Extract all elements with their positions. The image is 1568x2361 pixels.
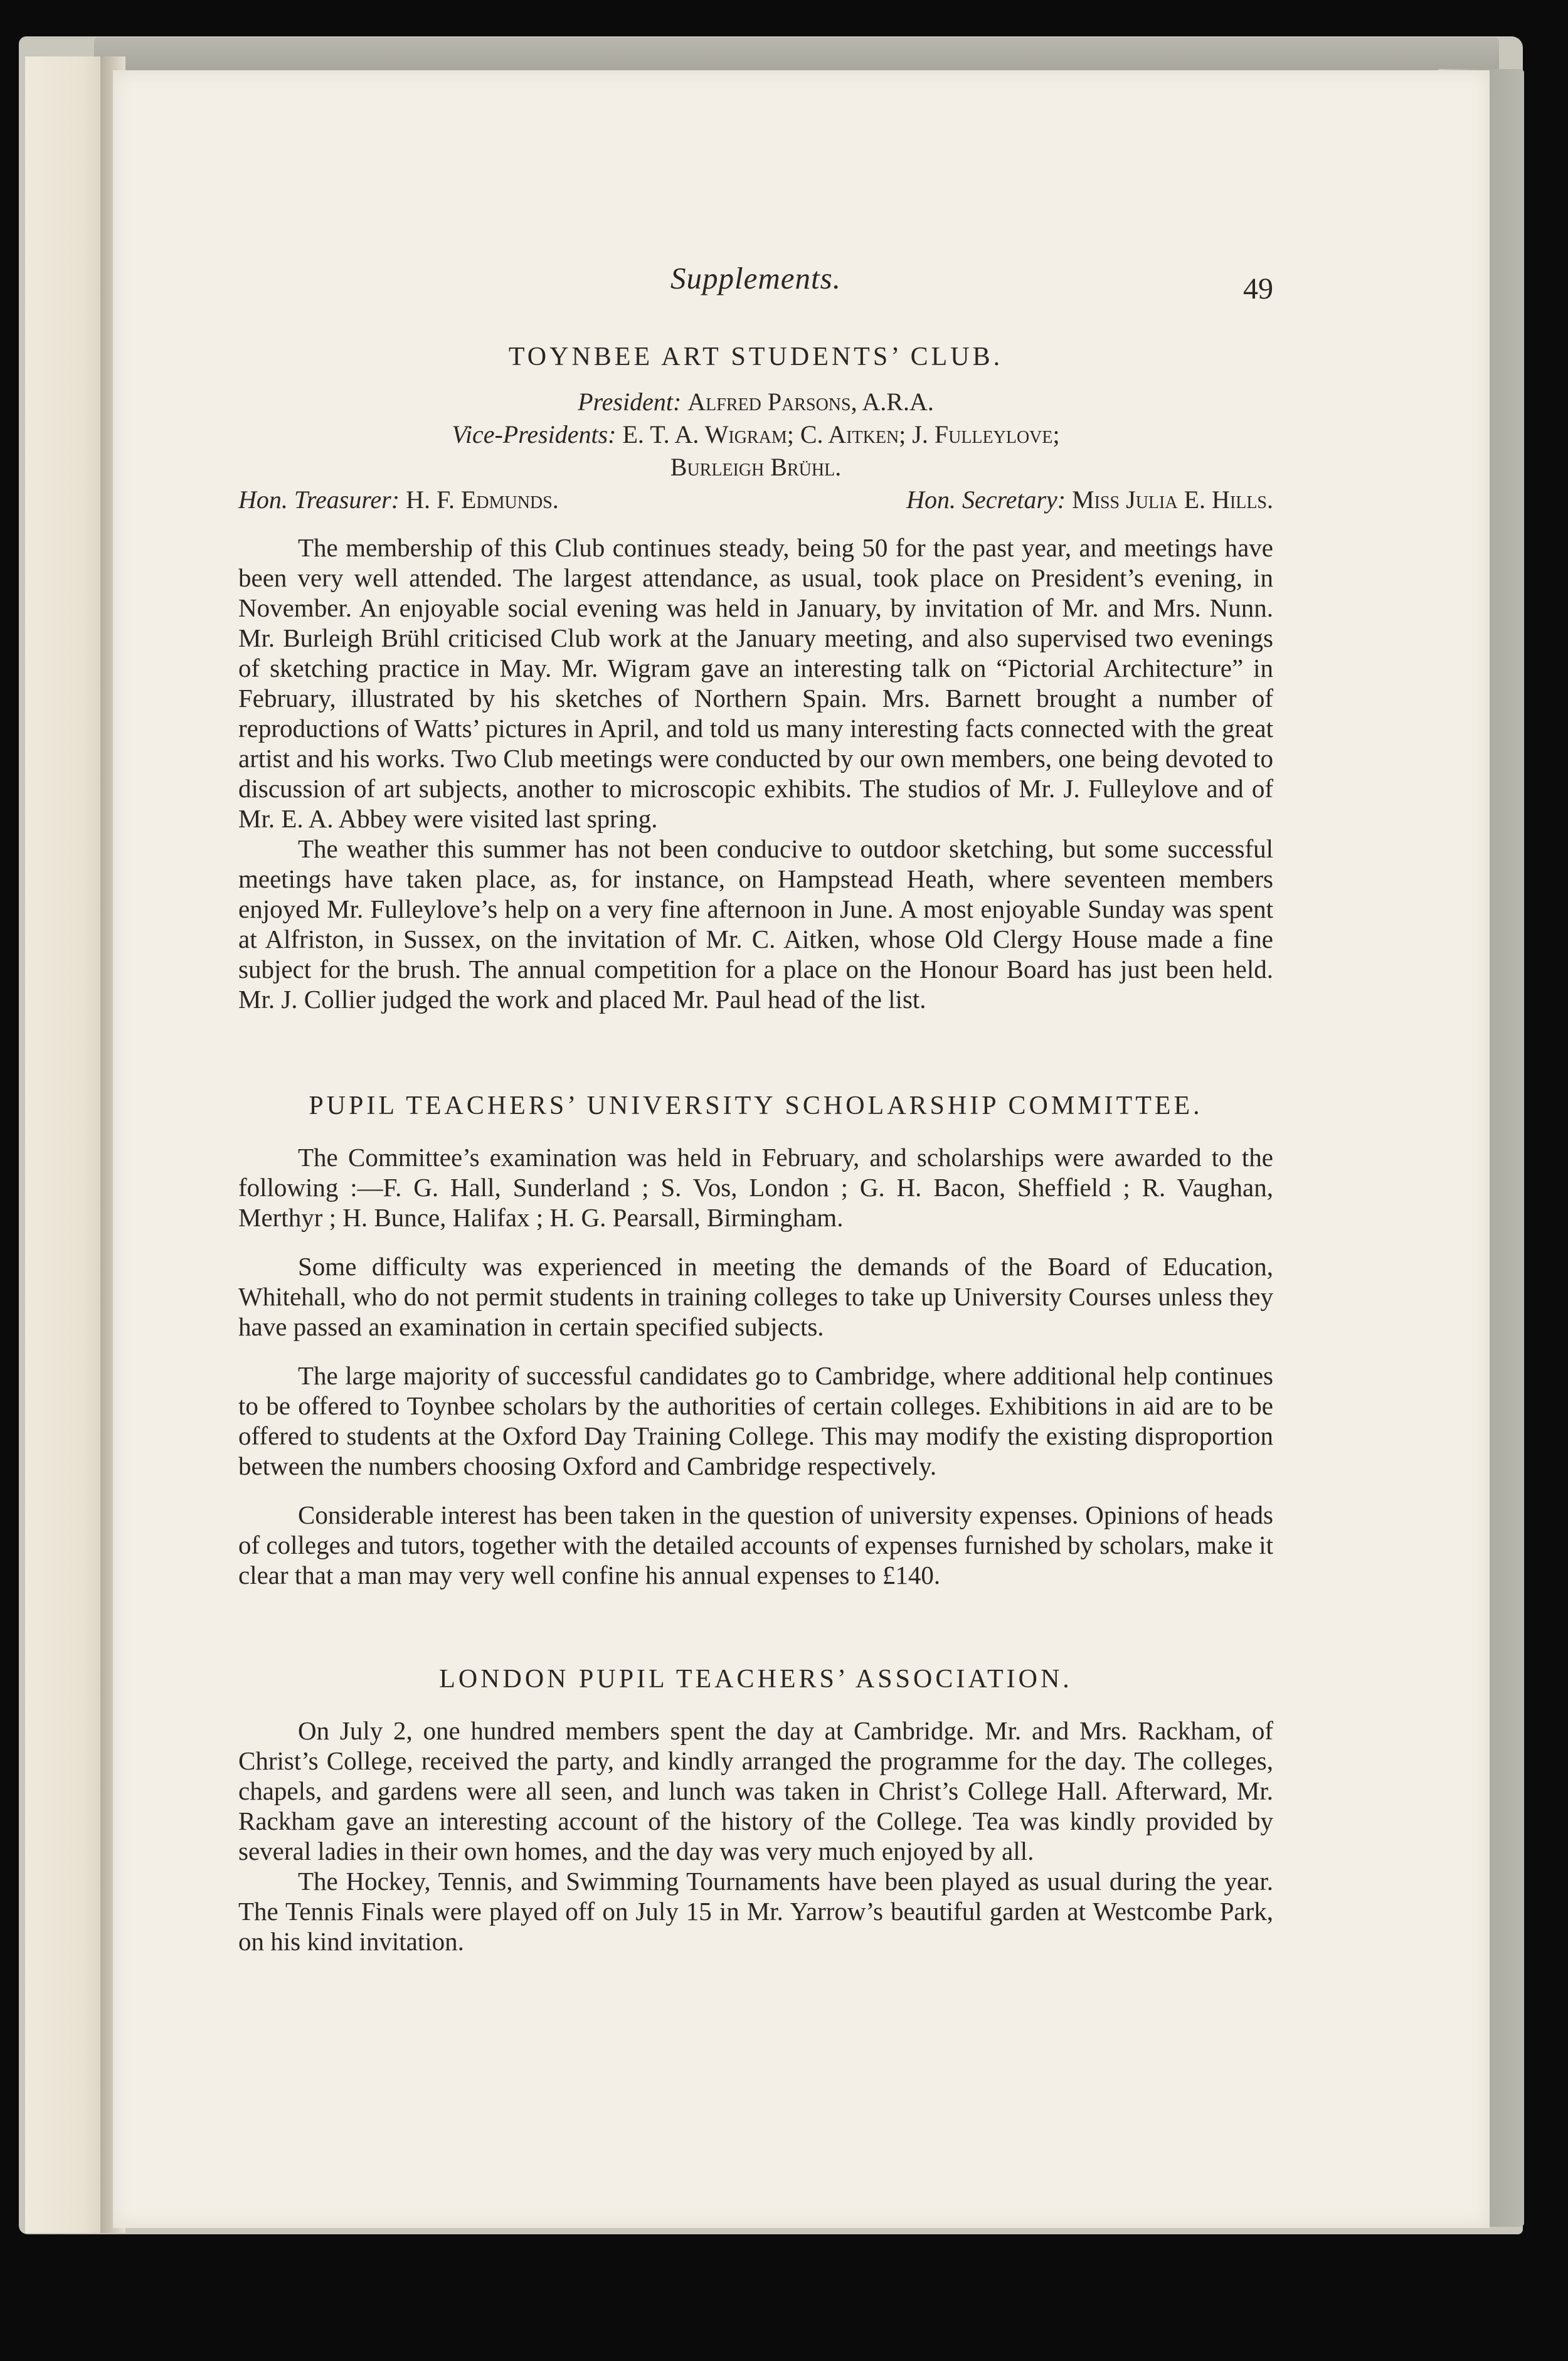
paragraph: The large majority of successful candidates go to Cambridge, where additional help continues to be offered to Toynbee scholars by the authorities of certain colleges. Exhibitions in aid are to be offered to students at the Oxford Day Training College. This may modify the existing disproportion between the numbers choosing Oxford and Cambridge respectively. xyxy=(238,1361,1273,1480)
section-heading: TOYNBEE ART STUDENTS’ CLUB. xyxy=(508,342,1004,371)
president-label: President: xyxy=(578,388,682,416)
treasurer xyxy=(238,484,559,516)
paragraph: The membership of this Club continues steady, being 50 for the past year, and meetings have been very well attended. The largest attendance, as usual, took place on President’s evening, in November. An enjoyable social evening was held in January, by invitation of Mr. and Mrs. Nunn. Mr. Burleigh Brühl criticised Club work at the January meeting, and also supervised two evenings of sketching practice in May. Mr. Wigram gave an interesting talk on “Pictorial Architecture” in February, illustrated by his sketches of Northern Spain. Mrs. Barnett brought a number of reproductions of Watts’ pictures in April, and told us many interesting facts connected with the great artist and his works. Two Club meetings were conducted by our own members, one being devoted to discussion of art subjects, another to microscopic exhibits. The studios of Mr. J. Fulleylove and of Mr. E. A. Abbey were visited last spring. xyxy=(238,533,1273,833)
paragraph: The Hockey, Tennis, and Swimming Tournaments have been played as usual during the year. The Tennis Finals were played off on July 15 in Mr. Yarrow’s beautiful garden at Westcombe Park, on his kind invitation. xyxy=(238,1867,1273,1956)
vice-presidents-continued: Burleigh Brühl. xyxy=(670,453,842,481)
paragraph: On July 2, one hundred members spent the day at Cambridge. Mr. and Mrs. Rackham, of Christ’s College, received the party, and kindly arranged the programme for the day. The colleges, chapels, and gardens were all seen, and lunch was taken in Christ’s College Hall. Afterward, Mr. Rackham gave an interesting account of the history of the College. Tea was kindly provided by several ladies in their own homes, and the day was very much enjoyed by all. xyxy=(238,1716,1273,1865)
treasurer-label: Hon. Treasurer: xyxy=(238,485,400,514)
vice-presidents-names: E. T. A. Wigram; C. Aitken; J. Fulleylove; xyxy=(622,420,1060,448)
section-heading: PUPIL TEACHERS’ UNIVERSITY SCHOLARSHIP COMMITTEE. xyxy=(309,1091,1203,1120)
secretary-label: Hon. Secretary: xyxy=(906,485,1066,514)
section-body xyxy=(238,1716,1273,1956)
section-heading: LONDON PUPIL TEACHERS’ ASSOCIATION. xyxy=(439,1665,1073,1694)
president-name: Alfred Parsons, A.R.A. xyxy=(687,388,934,416)
paragraph: The weather this summer has not been conducive to outdoor sketching, but some successful meetings have taken place, as, for instance, on Hampstead Heath, where seventeen members enjoyed Mr. Fulleylove’s help on a very fine afternoon in June. A most enjoyable Sunday was spent at Alfriston, in Sussex, on the invitation of Mr. C. Aitken, whose Old Clergy House made a fine subject for the brush. The annual competition for a place on the Honour Board has just been held. Mr. J. Collier judged the work and placed Mr. Paul head of the list. xyxy=(238,834,1273,1014)
running-title: Supplements. xyxy=(670,261,841,295)
treasurer-secretary-line xyxy=(238,484,1273,516)
section-toynbee-art-club xyxy=(238,342,1273,1014)
secretary xyxy=(906,484,1273,516)
paragraph: The Committee’s examination was held in February, and scholarships were awarded to the following :—F. G. Hall, Sunderland ; S. Vos, London ; G. H. Bacon, Sheffield ; R. Vaughan, Merthyr ; H. Bunce, Halifax ; H. G. Pearsall, Birmingham. xyxy=(238,1143,1273,1232)
section-pupil-teachers-scholarship xyxy=(238,1091,1273,1590)
running-head xyxy=(238,260,1273,317)
page-number: 49 xyxy=(1243,272,1273,305)
paragraph: Considerable interest has been taken in the question of university expenses. Opinions of heads of colleges and tutors, together with the detailed accounts of expenses furnished by scholars, make it clear that a man may very well confine his annual expenses to £140. xyxy=(238,1500,1273,1589)
section-body xyxy=(238,1142,1273,1590)
paragraph: Some difficulty was experienced in meeting the demands of the Board of Education, Whitehall, who do not permit students in training colleges to take up University Courses unless they have passed an examination in certain specified subjects. xyxy=(238,1252,1273,1341)
facing-page-edge xyxy=(25,56,107,2233)
treasurer-name: H. F. Edmunds. xyxy=(406,485,559,514)
president-line xyxy=(238,386,1273,418)
officers-list xyxy=(238,386,1273,516)
page-text xyxy=(238,260,1273,1956)
section-london-pupil-teachers xyxy=(238,1664,1273,1956)
secretary-name: Miss Julia E. Hills. xyxy=(1072,485,1273,514)
vice-presidents-line xyxy=(238,418,1273,451)
vice-presidents-label: Vice-Presidents: xyxy=(452,420,617,448)
section-body xyxy=(238,533,1273,1014)
